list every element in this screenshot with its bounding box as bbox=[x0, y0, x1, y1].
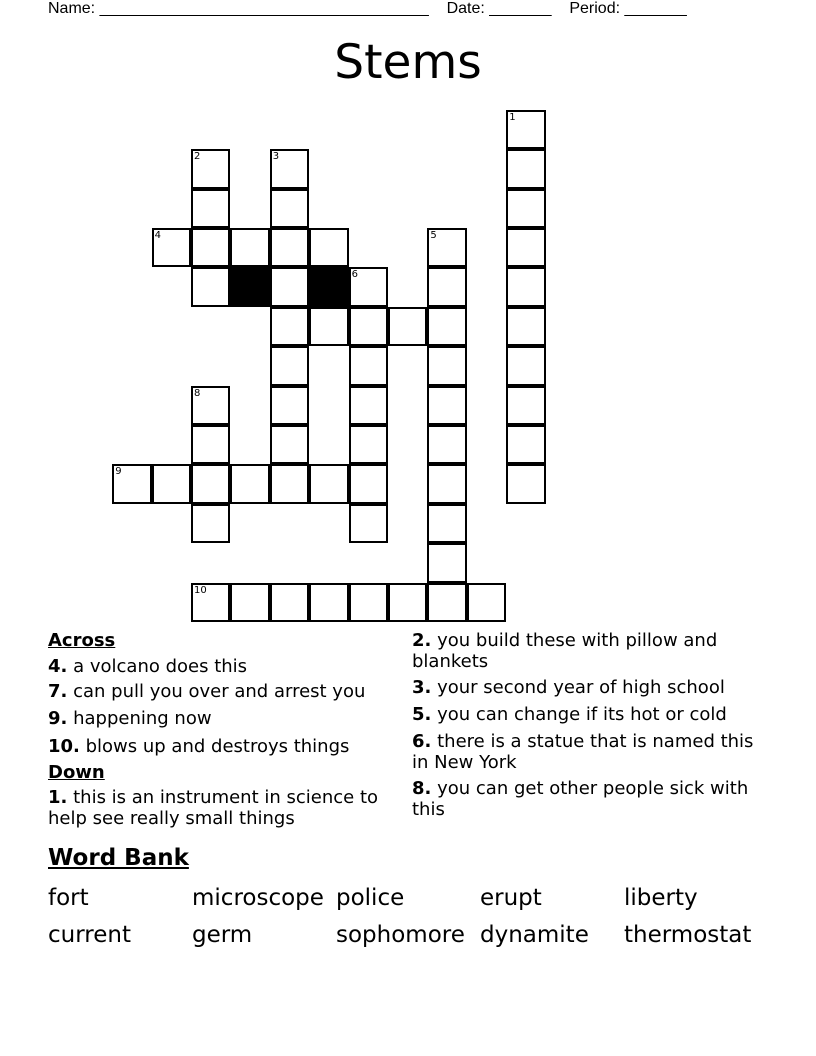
clue-number-label: 3 bbox=[272, 151, 280, 163]
word-bank-word: germ bbox=[192, 922, 253, 948]
clue-number: 3. bbox=[412, 677, 432, 698]
crossword-cell[interactable] bbox=[191, 464, 230, 503]
crossword-cell[interactable] bbox=[467, 583, 506, 622]
word-bank-word: erupt bbox=[480, 885, 542, 911]
crossword-cell[interactable] bbox=[349, 504, 388, 543]
across-clue bbox=[48, 736, 393, 757]
crossword-cell[interactable] bbox=[506, 149, 545, 188]
crossword-cell[interactable] bbox=[349, 346, 388, 385]
clue-text: blows up and destroys things bbox=[79, 736, 350, 757]
crossword-cell[interactable] bbox=[270, 386, 309, 425]
clue-number-label: 10 bbox=[194, 584, 207, 596]
down-clue bbox=[412, 630, 757, 672]
crossword-cell[interactable] bbox=[191, 228, 230, 267]
clue-number: 7. bbox=[48, 681, 68, 702]
crossword-cell[interactable] bbox=[349, 267, 388, 306]
crossword-cell[interactable] bbox=[152, 228, 191, 267]
crossword-cell[interactable] bbox=[309, 228, 348, 267]
crossword-cell[interactable] bbox=[427, 504, 466, 543]
crossword-cell[interactable] bbox=[349, 583, 388, 622]
clue-number-label: 8 bbox=[194, 387, 201, 399]
page-title: Stems bbox=[334, 35, 482, 90]
word-bank-word: dynamite bbox=[480, 922, 589, 948]
crossword-cell[interactable] bbox=[349, 307, 388, 346]
clue-text: this is an instrument in science to help see really small things bbox=[48, 787, 379, 829]
clue-text: there is a statue that is named this in New York bbox=[412, 731, 754, 773]
crossword-cell[interactable] bbox=[388, 583, 427, 622]
crossword-cell[interactable] bbox=[270, 267, 309, 306]
crossword-cell[interactable] bbox=[506, 228, 545, 267]
student-info-line: Name: _____________________________________ Date: _______ Period: _______ bbox=[48, 0, 687, 17]
crossword-cell[interactable] bbox=[388, 307, 427, 346]
crossword-cell[interactable] bbox=[427, 267, 466, 306]
crossword-cell[interactable] bbox=[506, 189, 545, 228]
crossword-cell[interactable] bbox=[427, 346, 466, 385]
clue-text: happening now bbox=[67, 708, 212, 729]
crossword-cell[interactable] bbox=[506, 110, 545, 149]
word-bank-word: microscope bbox=[192, 885, 324, 911]
down-clue bbox=[412, 778, 757, 820]
clue-text: you build these with pillow and blankets bbox=[412, 630, 718, 672]
crossword-cell[interactable] bbox=[191, 267, 230, 306]
crossword-cell[interactable] bbox=[270, 149, 309, 188]
word-bank-word: sophomore bbox=[336, 922, 465, 948]
clue-number: 9. bbox=[48, 708, 68, 729]
crossword-cell[interactable] bbox=[270, 228, 309, 267]
crossword-cell[interactable] bbox=[270, 307, 309, 346]
crossword-cell[interactable] bbox=[427, 425, 466, 464]
crossword-cell[interactable] bbox=[427, 583, 466, 622]
clue-number-label: 4 bbox=[154, 230, 161, 241]
across-clue bbox=[48, 656, 393, 677]
word-bank-word: thermostat bbox=[624, 922, 752, 948]
crossword-cell[interactable] bbox=[349, 386, 388, 425]
crossword-cell[interactable] bbox=[427, 464, 466, 503]
clues-right-column bbox=[412, 630, 757, 820]
crossword-cell[interactable] bbox=[191, 583, 230, 622]
word-bank-word: current bbox=[48, 922, 131, 948]
crossword-cell[interactable] bbox=[309, 464, 348, 503]
crossword-cell[interactable] bbox=[112, 464, 151, 503]
crossword-cell[interactable] bbox=[191, 386, 230, 425]
crossword-cell[interactable] bbox=[270, 583, 309, 622]
word-bank-word: fort bbox=[48, 885, 89, 911]
clue-number-label: 5 bbox=[430, 230, 437, 241]
crossword-cell[interactable] bbox=[191, 189, 230, 228]
crossword-cell[interactable] bbox=[506, 307, 545, 346]
clue-number-label: 2 bbox=[194, 151, 201, 163]
crossword-cell[interactable] bbox=[427, 543, 466, 582]
crossword-cell[interactable] bbox=[427, 228, 466, 267]
crossword-cell[interactable] bbox=[309, 307, 348, 346]
clue-text: can pull you over and arrest you bbox=[67, 681, 366, 702]
clue-number: 5. bbox=[412, 704, 432, 725]
crossword-cell[interactable] bbox=[506, 386, 545, 425]
crossword-cell[interactable] bbox=[270, 346, 309, 385]
clue-number: 10. bbox=[48, 736, 80, 757]
clue-number: 8. bbox=[412, 778, 432, 799]
clue-text: you can change if its hot or cold bbox=[431, 704, 727, 725]
clue-text: your second year of high school bbox=[431, 677, 725, 698]
crossword-cell[interactable] bbox=[427, 386, 466, 425]
clue-number-label: 9 bbox=[115, 466, 122, 478]
clue-number: 6. bbox=[412, 731, 432, 752]
across-clue bbox=[48, 681, 393, 702]
clue-number-label: 1 bbox=[509, 111, 516, 123]
crossword-cell[interactable] bbox=[506, 346, 545, 385]
word-bank-word: liberty bbox=[624, 885, 698, 911]
clues-left-column bbox=[48, 630, 393, 829]
crossword-cell[interactable] bbox=[506, 267, 545, 306]
crossword-cell[interactable] bbox=[349, 464, 388, 503]
crossword-cell[interactable] bbox=[506, 425, 545, 464]
across-heading: Across bbox=[48, 630, 116, 651]
clue-text: a volcano does this bbox=[67, 656, 248, 677]
down-clue bbox=[412, 677, 757, 698]
across-clue bbox=[48, 708, 393, 729]
crossword-cell[interactable] bbox=[191, 425, 230, 464]
crossword-cell[interactable] bbox=[230, 464, 269, 503]
crossword-cell[interactable] bbox=[191, 149, 230, 188]
crossword-cell[interactable] bbox=[191, 504, 230, 543]
down-clue bbox=[412, 731, 757, 773]
black-square bbox=[230, 267, 269, 306]
down-clue bbox=[48, 787, 393, 829]
clue-number: 1. bbox=[48, 787, 68, 808]
crossword-cell[interactable] bbox=[506, 464, 545, 503]
black-square bbox=[309, 267, 348, 306]
word-bank-title: Word Bank bbox=[48, 845, 189, 871]
crossword-cell[interactable] bbox=[427, 307, 466, 346]
crossword-cell[interactable] bbox=[349, 425, 388, 464]
clue-number: 2. bbox=[412, 630, 432, 651]
clue-number: 4. bbox=[48, 656, 68, 677]
clue-number-label: 6 bbox=[351, 269, 358, 281]
word-bank-word: police bbox=[336, 885, 405, 911]
crossword-cell[interactable] bbox=[270, 464, 309, 503]
down-heading: Down bbox=[48, 762, 105, 783]
crossword-cell[interactable] bbox=[270, 189, 309, 228]
clue-text: you can get other people sick with this bbox=[412, 778, 749, 820]
crossword-cell[interactable] bbox=[309, 583, 348, 622]
crossword-cell[interactable] bbox=[152, 464, 191, 503]
down-clue bbox=[412, 704, 757, 725]
crossword-cell[interactable] bbox=[230, 583, 269, 622]
crossword-cell[interactable] bbox=[270, 425, 309, 464]
crossword-cell[interactable] bbox=[230, 228, 269, 267]
